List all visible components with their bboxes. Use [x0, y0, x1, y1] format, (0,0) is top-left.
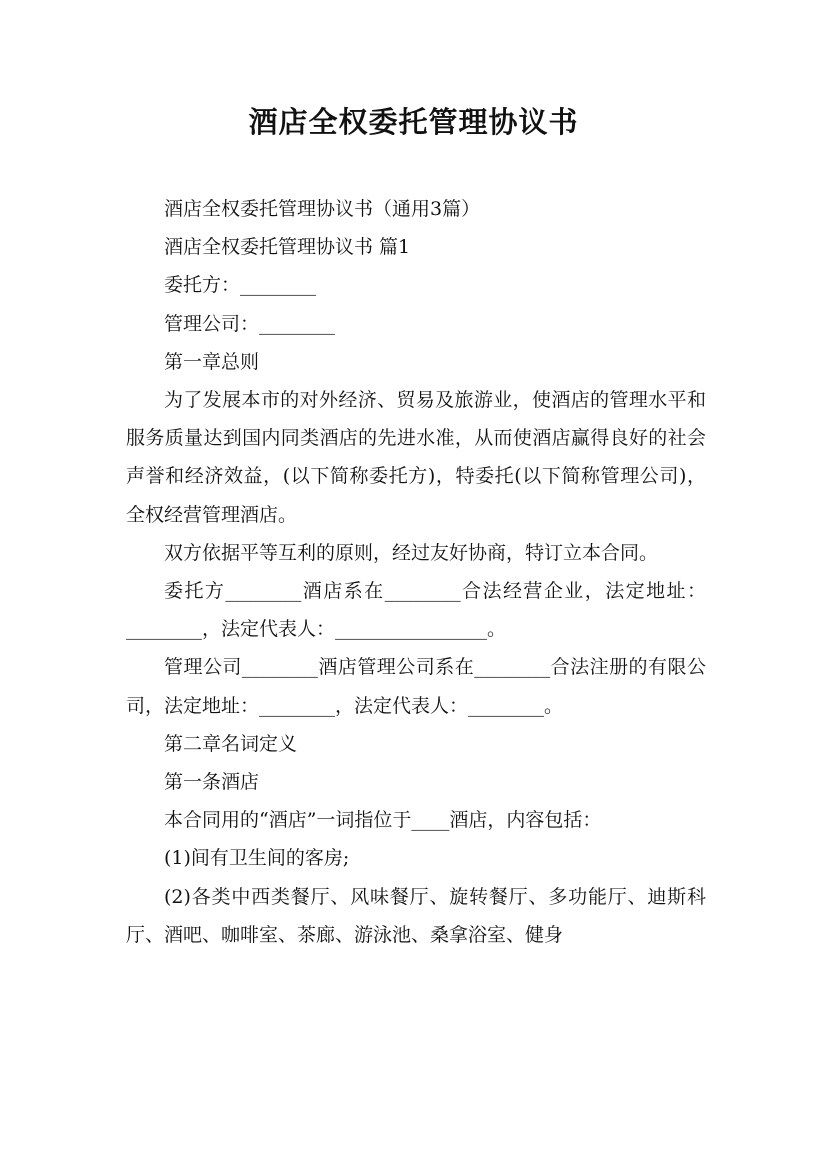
paragraph-article-one: 第一条酒店 [164, 771, 260, 794]
paragraph-chapter-two: 第二章名词定义 [164, 732, 298, 755]
paragraph-chapter-one: 第一章总则 [164, 350, 260, 373]
paragraph-purpose: 为了发展本市的对外经济、贸易及旅游业，使酒店的管理水平和服务质量达到国内同类酒店的先进水准，从而使酒店赢得良好的社会声誉和经济效益，(以下简称委托方)，特委托(以下简称管理公司)，全权经营管理酒店。 [126, 389, 706, 526]
paragraph-heading-collection: 酒店全权委托管理协议书（通用3篇） [164, 198, 481, 220]
paragraph-principal-details: 委托方________酒店系在________合法经营企业，法定地址：________，法定代表人：________________。 [126, 580, 706, 641]
paragraph-article-title: 酒店全权委托管理协议书 篇1 [164, 236, 411, 259]
paragraph-principle: 双方依据平等互利的原则，经过友好协商，特订立本合同。 [164, 541, 659, 564]
paragraph-hotel-definition: 本合同用的“酒店”一词指位于____酒店，内容包括： [164, 809, 602, 832]
paragraph-principal: 委托方：________ [164, 274, 317, 297]
document-title: 酒店全权委托管理协议书 [248, 105, 579, 139]
paragraph-management-company: 管理公司：________ [164, 312, 336, 335]
paragraph-item-2: (2)各类中西类餐厅、风味餐厅、旋转餐厅、多功能厅、迪斯科厅、酒吧、咖啡室、茶廊、游泳池、桑拿浴室、健身 [126, 885, 706, 946]
paragraph-company-details: 管理公司________酒店管理公司系在________合法注册的有限公司，法定地址：________，法定代表人：________。 [126, 656, 706, 717]
document-body [126, 190, 706, 954]
paragraph-item-1: (1)间有卫生间的客房; [164, 847, 350, 870]
